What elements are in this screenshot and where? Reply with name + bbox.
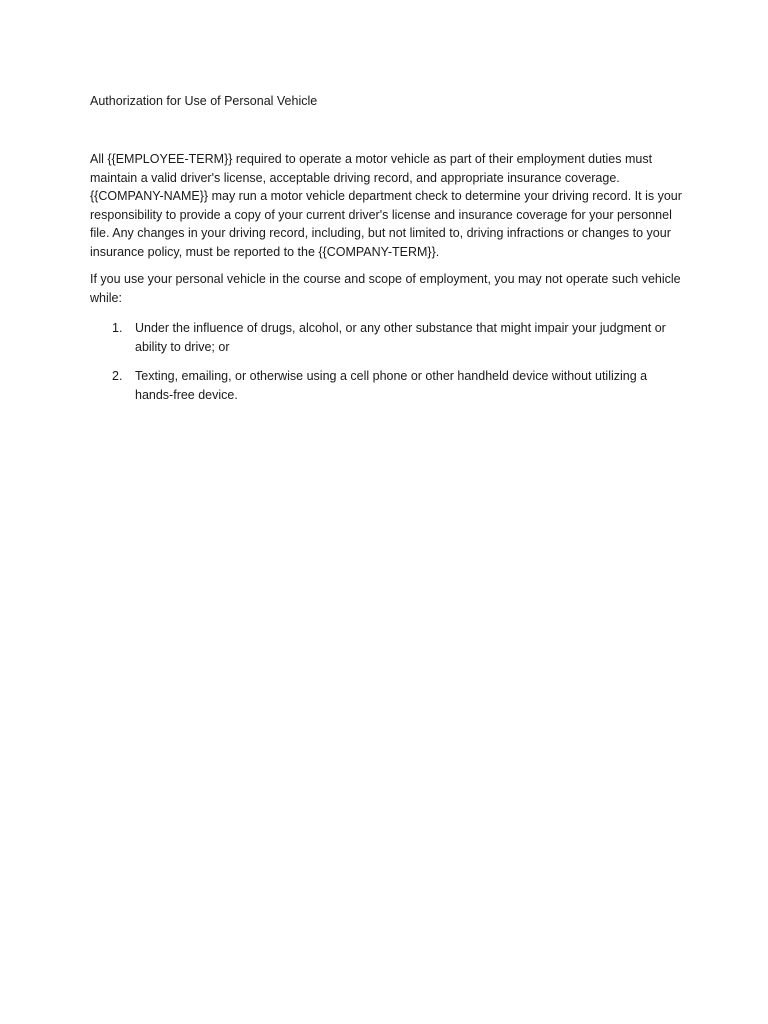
- list-item-text: Texting, emailing, or otherwise using a cell phone or other handheld device without utilizing a hands-free device.: [135, 369, 648, 402]
- list-item: [90, 367, 682, 404]
- list-item-number: 1.: [112, 321, 123, 335]
- policy-paragraph: All {{EMPLOYEE-TERM}} required to operate a motor vehicle as part of their employment duties must maintain a valid driver's license, acceptable driving record, and appropriate insurance coverage. {{COMPANY-NAME}} may run a motor vehicle department check to determine your driving record. It is your responsibility to provide a copy of your current driver's license and insurance coverage for your personnel file. Any changes in your driving record, including, but not limited to, driving infractions or changes to your insurance policy, must be reported to the {{COMPANY-TERM}}.: [90, 152, 682, 259]
- list-item-number: 2.: [112, 369, 123, 383]
- usage-paragraph: If you use your personal vehicle in the course and scope of employment, you may not operate such vehicle while:: [90, 272, 681, 305]
- document-body: [90, 92, 682, 415]
- list-item-text: Under the influence of drugs, alcohol, or any other substance that might impair your judgment or ability to drive; or: [135, 321, 666, 354]
- list-item: [90, 319, 682, 356]
- document-title: Authorization for Use of Personal Vehicle: [90, 94, 318, 108]
- restrictions-list: [90, 319, 682, 404]
